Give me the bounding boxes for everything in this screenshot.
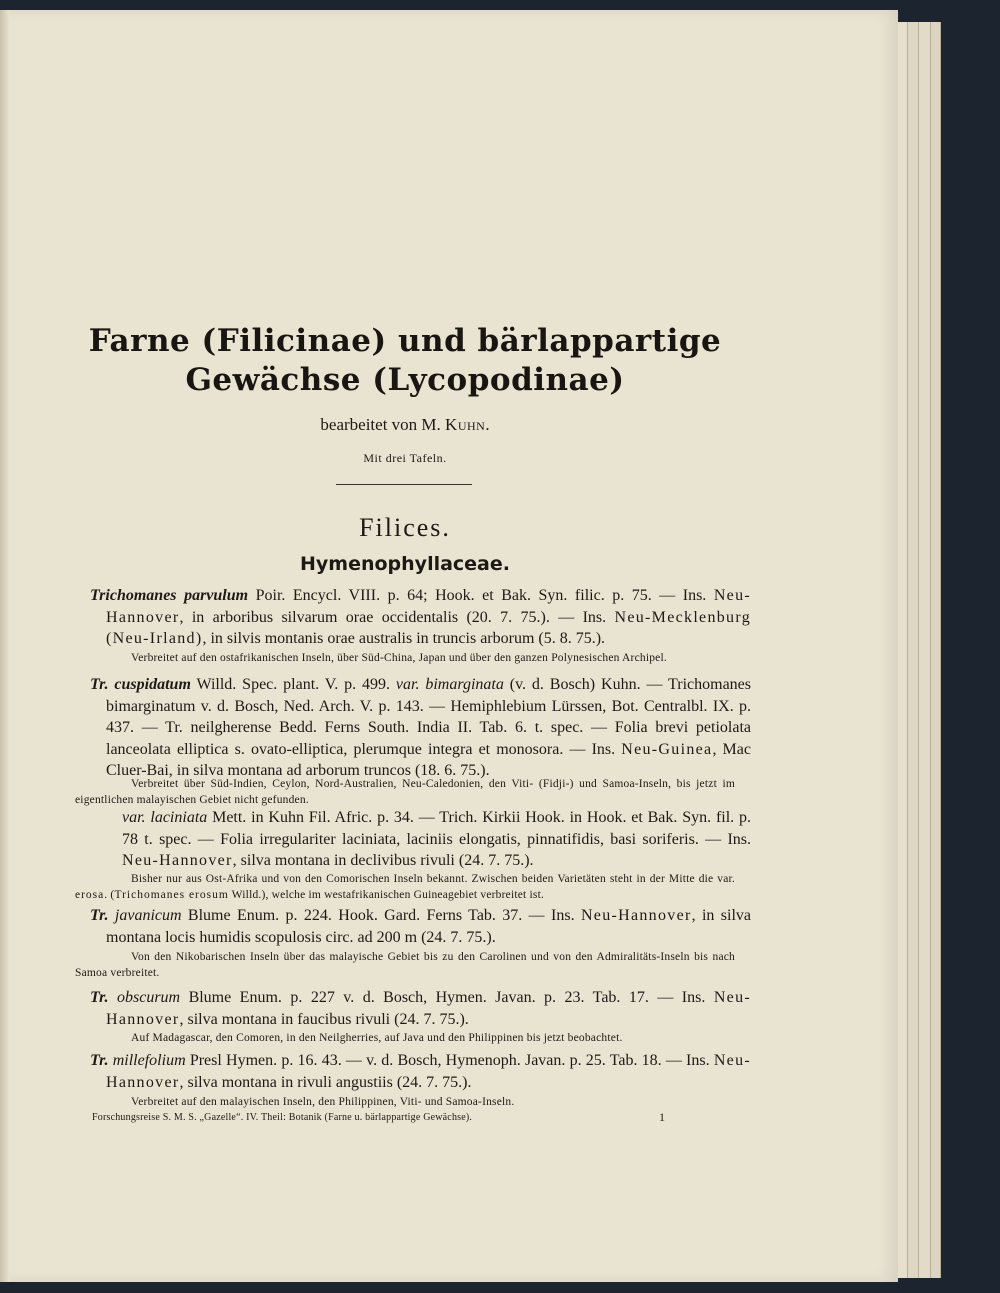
taxon-genus: Tr.	[90, 989, 109, 1006]
plates-note: Mit drei Tafeln.	[363, 451, 447, 465]
distribution-note	[75, 872, 735, 903]
taxon-genus: Tr.	[90, 907, 109, 924]
taxon-species: cuspidatum	[114, 676, 191, 693]
distribution-note: Auf Madagascar, den Comoren, in den Neilgherries, auf Java und den Philippinen bis jetzt beobachtet.	[131, 1032, 623, 1044]
note-variety: erosa	[75, 888, 105, 901]
entry-text: , silva montana in faucibus rivuli (24. 7. 75.).	[179, 1010, 469, 1028]
locality: Neu-Guinea	[621, 740, 713, 758]
taxon-species: javanicum	[114, 907, 182, 924]
variety-entry	[106, 807, 751, 872]
locality: Neu-Hannover	[106, 587, 752, 626]
page-gutter	[0, 10, 10, 1282]
taxon-species: millefolium	[112, 1052, 186, 1069]
book-page	[0, 10, 898, 1282]
editor-suffix: .	[485, 415, 490, 434]
editor-prefix: bearbeitet von M.	[320, 415, 446, 434]
note-taxon: Trichomanes erosum	[114, 888, 229, 901]
entry-text: , Mac Cluer-Bai, in silva montana ad arborum truncos (18. 6. 75.).	[106, 740, 751, 779]
footer-citation: Forschungsreise S. M. S. „Gazelle“. IV. Theil: Botanik (Farne u. bärlappartige Gewächse).	[92, 1112, 473, 1123]
taxon-species: parvulum	[184, 587, 249, 604]
entry-text: (v. d. Bosch) Kuhn. — Trichomanes bimarginatum v. d. Bosch, Ned. Arch. V. p. 143. — Hemiphlebium Lürssen, Bot. Centralbl. IX. p. 437. — Tr. neilgherense Bedd. Ferns South. India II. Tab. 6. t. spec. — Folia brevi petiolata lanceolata elliptica s. ovato-elliptica, plerumque integra et monosora. — Ins.	[106, 676, 752, 758]
species-entry	[90, 987, 751, 1030]
editor-line	[0, 415, 810, 435]
distribution-note: Verbreitet auf den malayischen Inseln, den Philippinen, Viti- und Samoa-Inseln.	[131, 1096, 515, 1108]
entry-text: , silva montana in declivibus rivuli (24. 7. 75.).	[232, 852, 534, 869]
note-text: Willd.), welche im westafrikanischen Guineagebiet verbreitet ist.	[228, 888, 545, 901]
page-content	[0, 10, 898, 1282]
entry-text: Poir. Encycl. VIII. p. 64; Hook. et Bak. Syn. filic. p. 75. — Ins.	[248, 587, 714, 604]
page-stack	[898, 22, 908, 1278]
note-text: Bisher nur aus Ost-Afrika und von den Comorischen Inseln bekannt. Zwischen beiden Varietäten steht in der Mitte die var.	[131, 873, 735, 885]
editor-name: Kuhn	[445, 415, 486, 434]
entry-text: Presl Hymen. p. 16. 43. — v. d. Bosch, Hymenoph. Javan. p. 25. Tab. 18. — Ins.	[185, 1052, 714, 1069]
locality: Neu-Mecklenburg (Neu-Irland)	[106, 608, 751, 647]
locality: Neu-Hannover	[122, 852, 233, 869]
entry-text: Mett. in Kuhn Fil. Afric. p. 34. — Trich. Kirkii Hook. in Hook. et Bak. Syn. fil. p. 78 t. spec. — Folia irregulariter laciniata, laciniis elongatis, pinnatifidis, basi soriferis. — Ins.	[122, 809, 752, 848]
locality: Neu-Hannover	[580, 907, 692, 924]
species-entry	[90, 674, 751, 782]
note-text: . (	[104, 888, 115, 901]
locality: Neu-Hannover	[106, 1052, 751, 1091]
taxon-name	[90, 676, 191, 693]
entry-text: , silva montana in rivuli angustiis (24. 7. 75.).	[179, 1073, 472, 1091]
taxon-name	[90, 587, 248, 604]
taxon-name	[90, 907, 182, 924]
species-entry	[90, 585, 751, 650]
species-entry	[90, 1050, 751, 1093]
taxon-genus: Tr.	[90, 676, 109, 693]
section-heading: Filices.	[359, 513, 451, 542]
variety-name: var. bimarginata	[395, 676, 504, 693]
distribution-note: Von den Nikobarischen Inseln über das malayische Gebiet bis zu den Carolinen und von den Admiralitäts-Inseln bis nach Samoa verbreitet.	[75, 951, 735, 979]
taxon-genus: Tr.	[90, 1052, 109, 1069]
page-number: 1	[659, 1110, 665, 1124]
entry-text: , in silvis montanis orae australis in truncis arborum (5. 8. 75.).	[202, 630, 606, 647]
family-heading: Hymenophyllaceae.	[300, 553, 510, 575]
distribution-note: Verbreitet auf den ostafrikanischen Inseln, über Süd-China, Japan und über den ganzen Polynesischen Archipel.	[131, 652, 667, 664]
divider-rule	[336, 484, 472, 485]
taxon-genus: Trichomanes	[90, 587, 177, 604]
taxon-name	[90, 989, 180, 1006]
taxon-name	[90, 1052, 186, 1069]
taxon-species: obscurum	[117, 989, 181, 1006]
entry-text: , in silva montana locis humidis scopulosis circ. ad 200 m (24. 7. 75.).	[106, 907, 752, 946]
entry-text: Blume Enum. p. 227 v. d. Bosch, Hymen. Javan. p. 23. Tab. 17. — Ins.	[180, 989, 714, 1006]
title-line-1: Farne (Filicinae) und bärlappartige	[88, 323, 722, 359]
distribution-note: Verbreitet über Süd-Indien, Ceylon, Nord-Australien, Neu-Caledonien, den Viti- (Fidji-) und Samoa-Inseln, bis jetzt im eigentlichen malayischen Gebiet nicht gefunden.	[75, 778, 735, 806]
locality: Neu-Hannover	[106, 989, 752, 1028]
title-line-2: Gewächse (Lycopodinae)	[185, 362, 625, 398]
variety-name: var. laciniata	[122, 809, 208, 826]
species-entry	[90, 905, 751, 948]
entry-text: , in arboribus silvarum orae occidentalis (20. 7. 75.). — Ins.	[179, 608, 615, 626]
entry-text: Willd. Spec. plant. V. p. 499.	[190, 676, 396, 693]
entry-text: Blume Enum. p. 224. Hook. Gard. Ferns Tab. 37. — Ins.	[181, 907, 581, 924]
